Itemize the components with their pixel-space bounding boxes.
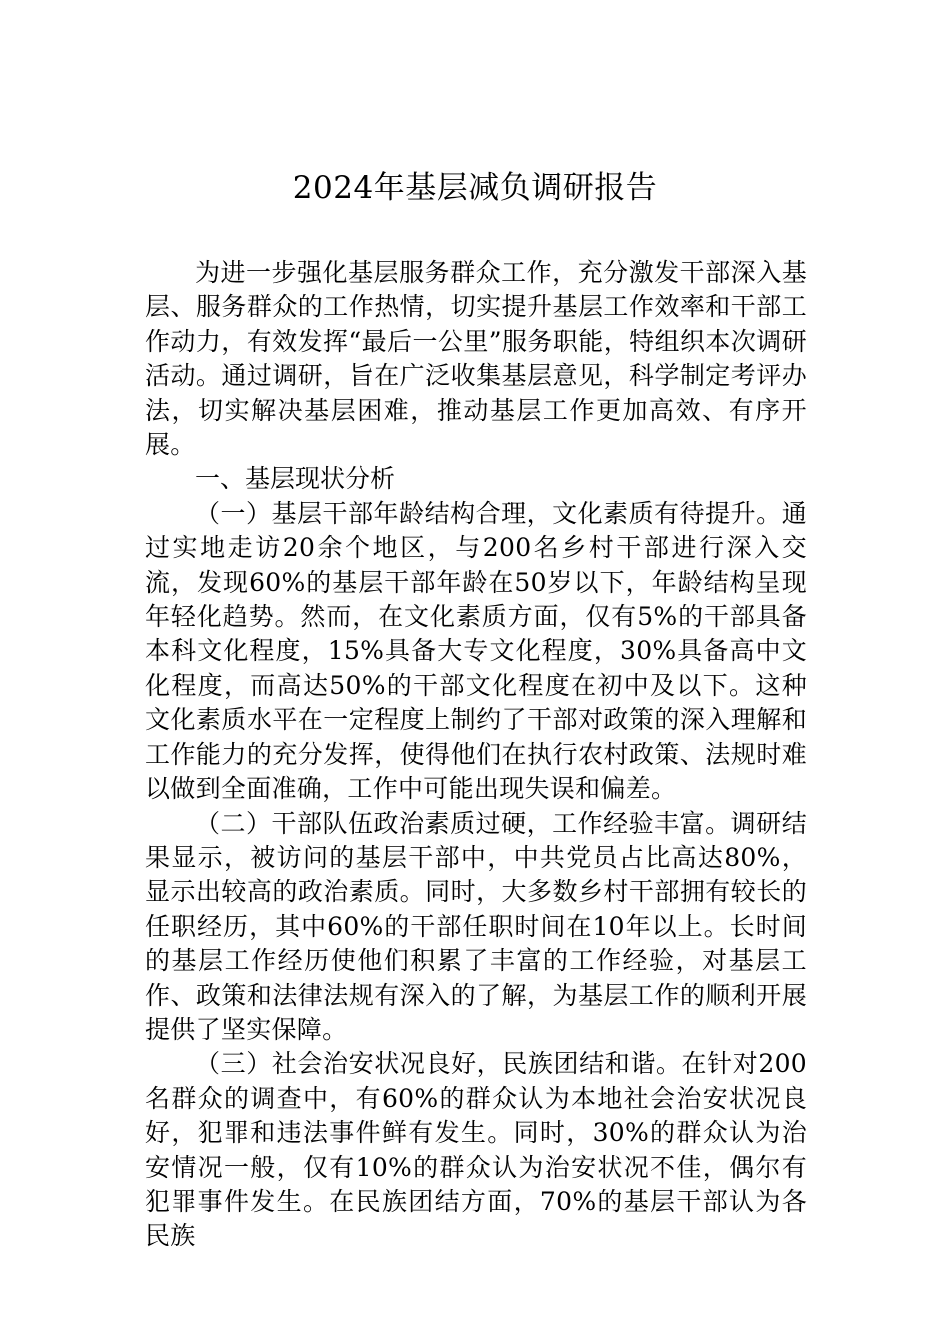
subsection-1-paragraph — [145, 497, 807, 807]
section-heading-1: 一、基层现状分析 — [195, 464, 396, 494]
subsection-1-body: 通过实地走访20余个地区，与200名乡村干部进行深入交流，发现60%的基层干部年龄在50岁以下，年龄结构呈现年轻化趋势。然而，在文化素质方面，仅有5%的干部具备本科文化程度，15%具备大专文化程度，30%具备高中文化程度，而高达50%的干部文化程度在初中及以下。这种文化素质水平在一定程度上制约了干部对政策的深入理解和工作能力的充分发挥，使得他们在执行农村政策、法规时难以做到全面准确，工作中可能出现失误和偏差。 — [145, 498, 807, 804]
subsection-3-heading: （三）社会治安状况良好，民族团结和谐。 — [195, 1049, 682, 1079]
subsection-1-heading: （一）基层干部年龄结构合理，文化素质有待提升。 — [195, 498, 782, 528]
subsection-2-paragraph — [145, 807, 807, 1048]
intro-paragraph: 为进一步强化基层服务群众工作，充分激发干部深入基层、服务群众的工作热情，切实提升基层工作效率和干部工作动力，有效发挥“最后一公里”服务职能，特组织本次调研活动。通过调研，旨在广泛收集基层意见，科学制定考评办法，切实解决基层困难，推动基层工作更加高效、有序开展。 — [145, 258, 807, 460]
subsection-2-heading: （二）干部队伍政治素质过硬，工作经验丰富。 — [195, 808, 731, 838]
subsection-3-paragraph — [145, 1047, 807, 1253]
subsection-3-body: 在针对200名群众的调查中，有60%的群众认为本地社会治安状况良好，犯罪和违法事件鲜有发生。同时，30%的群众认为治安情况一般，仅有10%的群众认为治安状况不佳，偶尔有犯罪事件发生。在民族团结方面，70%的基层干部认为各民族 — [145, 1049, 807, 1251]
subsection-2-body: 调研结果显示，被访问的基层干部中，中共党员占比高达80%，显示出较高的政治素质。同时，大多数乡村干部拥有较长的任职经历，其中60%的干部任职时间在10年以上。长时间的基层工作经历使他们积累了丰富的工作经验，对基层工作、政策和法律法规有深入的了解，为基层工作的顺利开展提供了坚实保障。 — [145, 808, 807, 1044]
document-body — [145, 256, 807, 1254]
document-title: 2024年基层减负调研报告 — [292, 170, 658, 206]
